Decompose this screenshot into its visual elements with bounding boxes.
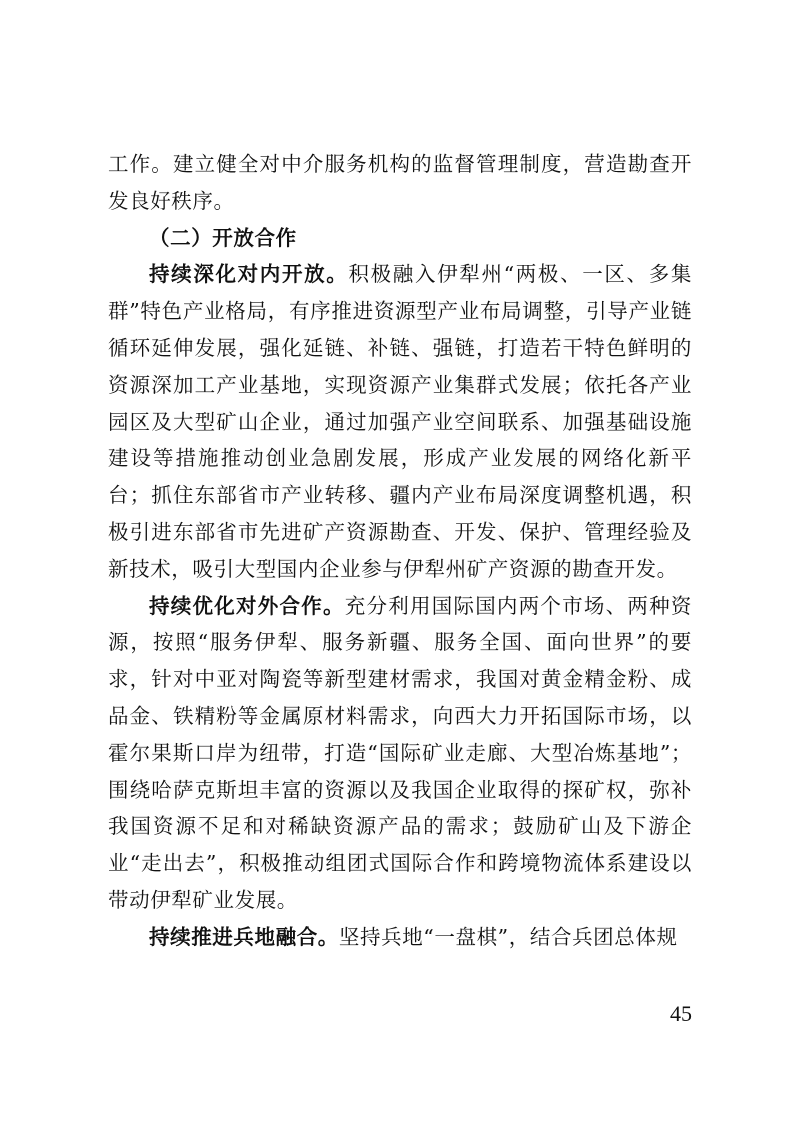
paragraph-text: 坚持兵地“一盘棋”，结合兵团总体规 <box>338 924 678 949</box>
section-heading <box>108 220 692 257</box>
body-text <box>108 146 692 956</box>
paragraph-text: 积极融入伊犁州“两极、一区、多集群”特色产业格局，有序推进资源型产业布局调整，引导产业链循环延伸发展，强化延链、补链、强链，打造若干特色鲜明的资源深加工产业基地，实现资源产业集群式发展；依托各产业园区及大型矿山企业，通过加强产业空间联系、加强基础设施建设等措施推动创业急剧发展，形成产业发展的网络化新平台；抓住东部省市产业转移、疆内产业布局深度调整机遇，积极引进东部省市先进矿产资源勘查、开发、保护、管理经验及新技术，吸引大型国内企业参与伊犁州矿产资源的勘查开发。 <box>108 262 692 581</box>
paragraph-continuation <box>108 146 692 220</box>
paragraph-corps-integration <box>108 919 692 956</box>
paragraph-foreign-cooperation <box>108 588 692 919</box>
paragraph-lead: 持续推进兵地融合。 <box>149 924 339 949</box>
page-number: 45 <box>670 1001 692 1026</box>
paragraph-lead: 持续优化对外合作。 <box>149 593 345 618</box>
paragraph-text: 工作。建立健全对中介服务机构的监督管理制度，营造勘查开发良好秩序。 <box>108 152 692 213</box>
paragraph-domestic-opening <box>108 256 692 587</box>
heading-text: （二）开放合作 <box>149 225 297 250</box>
paragraph-text: 充分利用国际国内两个市场、两种资源，按照“服务伊犁、服务新疆、服务全国、面向世界”的要求，针对中亚对陶瓷等新型建材需求，我国对黄金精金粉、成品金、铁精粉等金属原材料需求，向西大力开拓国际市场，以霍尔果斯口岸为纽带，打造“国际矿业走廊、大型冶炼基地”；围绕哈萨克斯坦丰富的资源以及我国企业取得的探矿权，弥补我国资源不足和对稀缺资源产品的需求；鼓励矿山及下游企业“走出去”，积极推动组团式国际合作和跨境物流体系建设以带动伊犁矿业发展。 <box>108 593 692 912</box>
paragraph-lead: 持续深化对内开放。 <box>149 262 349 287</box>
